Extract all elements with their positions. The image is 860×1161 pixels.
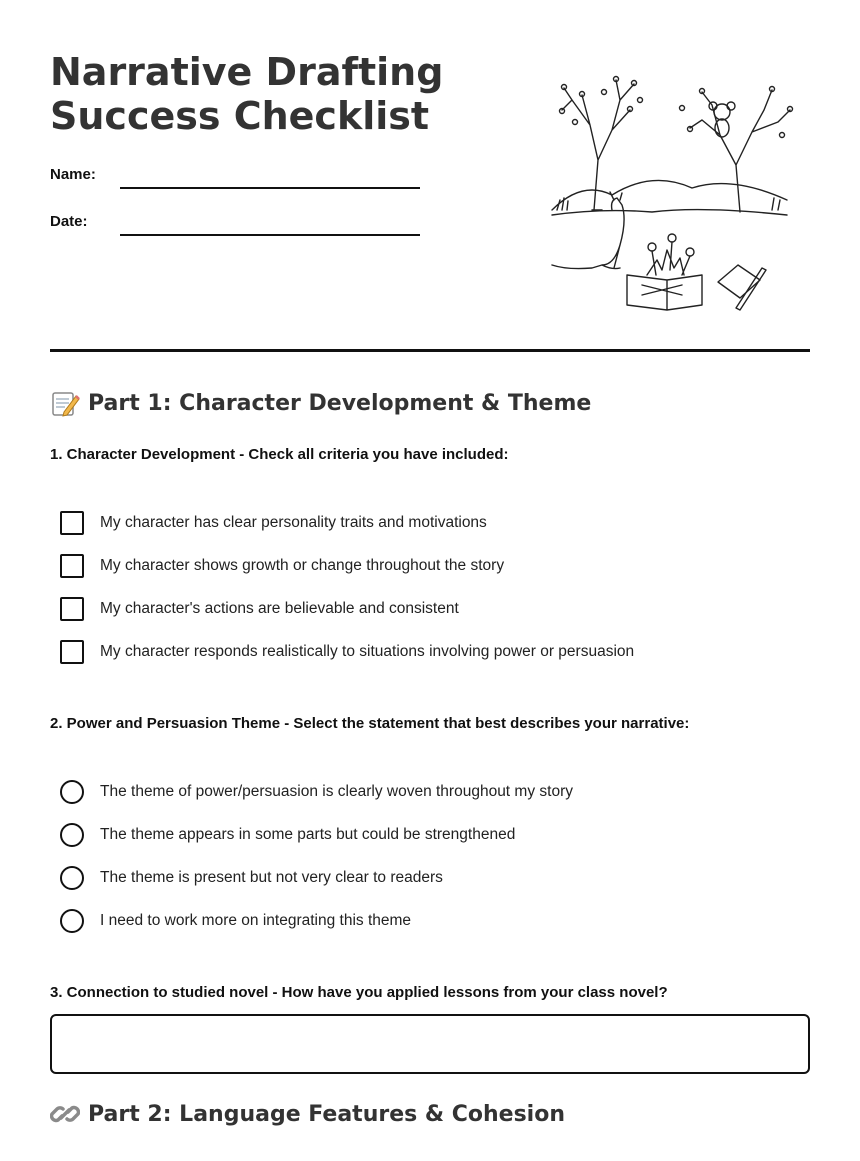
part2-heading — [50, 1099, 565, 1129]
q2-option-2-label: The theme appears in some parts but could be strengthened — [100, 826, 516, 843]
q2-option-1-label: The theme of power/persuasion is clearly woven throughout my story — [100, 783, 573, 800]
q1-option-3-label: My character's actions are believable and consistent — [100, 600, 459, 617]
q2-option-1[interactable] — [60, 780, 573, 804]
checkbox[interactable] — [60, 597, 84, 621]
q3-prompt: 3. Connection to studied novel - How have you applied lessons from your class novel? — [50, 984, 668, 1001]
title-line-2: Success Checklist — [50, 94, 430, 138]
q1-prompt: 1. Character Development - Check all criteria you have included: — [50, 446, 509, 463]
q1-option-2-label: My character shows growth or change throughout the story — [100, 557, 505, 574]
checkbox[interactable] — [60, 640, 84, 664]
radio-button[interactable] — [60, 823, 84, 847]
radio-button[interactable] — [60, 909, 84, 933]
page-title — [50, 50, 490, 138]
part2-heading-text: Part 2: Language Features & Cohesion — [88, 1101, 565, 1127]
checkbox[interactable] — [60, 554, 84, 578]
q3-answer-textarea[interactable] — [50, 1014, 810, 1074]
memo-pencil-icon — [50, 388, 80, 418]
q2-option-3-label: The theme is present but not very clear to readers — [100, 869, 443, 886]
part1-heading — [50, 388, 591, 418]
q1-option-1[interactable] — [60, 511, 487, 535]
name-field[interactable] — [120, 187, 420, 189]
q2-option-4[interactable] — [60, 909, 411, 933]
q2-option-4-label: I need to work more on integrating this theme — [100, 912, 412, 929]
q1-option-4-label: My character responds realistically to situations involving power or persuasion — [100, 643, 635, 660]
part1-heading-text: Part 1: Character Development & Theme — [88, 390, 592, 416]
q1-option-4[interactable] — [60, 640, 634, 664]
bush-campfire-illustration — [542, 70, 802, 320]
q2-prompt: 2. Power and Persuasion Theme - Select the statement that best describes your narrative: — [50, 715, 690, 732]
q1-option-3[interactable] — [60, 597, 459, 621]
link-icon — [50, 1099, 80, 1129]
q1-option-2[interactable] — [60, 554, 504, 578]
title-line-1: Narrative Drafting — [50, 50, 444, 94]
radio-button[interactable] — [60, 866, 84, 890]
q2-option-2[interactable] — [60, 823, 515, 847]
date-field[interactable] — [120, 234, 420, 236]
date-label: Date: — [50, 213, 88, 230]
checkbox[interactable] — [60, 511, 84, 535]
radio-button[interactable] — [60, 780, 84, 804]
header-divider — [50, 349, 810, 352]
q1-option-1-label: My character has clear personality traits and motivations — [100, 514, 487, 531]
q2-option-3[interactable] — [60, 866, 443, 890]
name-label: Name: — [50, 166, 96, 183]
